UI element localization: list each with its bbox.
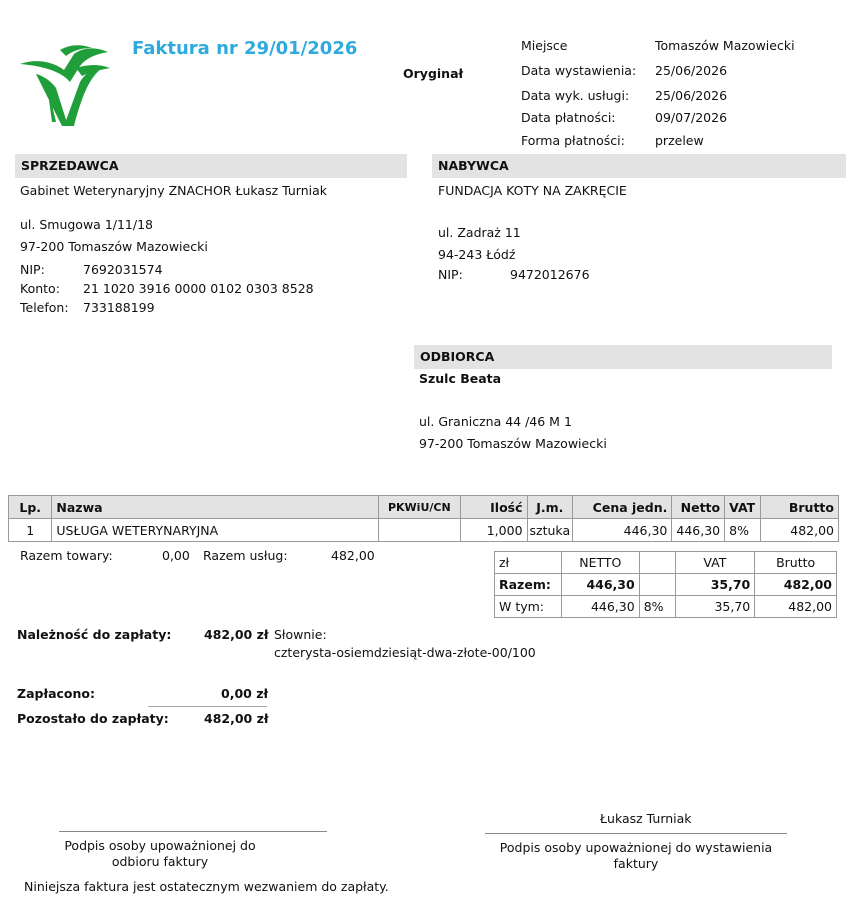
vat-summary-table (494, 551, 837, 618)
recipient-city: 97-200 Tomaszów Mazowiecki (419, 436, 607, 451)
buyer-nip-label: NIP: (438, 267, 463, 282)
summary-brutto-label: Brutto (755, 552, 837, 574)
row-gross: 482,00 (761, 519, 839, 542)
seller-nip: 7692031574 (83, 262, 163, 277)
amount-due-value: 482,00 zł (204, 627, 269, 642)
summary-incl-rate: 8% (639, 596, 675, 618)
meta-label-payment-date: Data płatności: (521, 110, 616, 125)
summary-netto-label: NETTO (561, 552, 639, 574)
row-qty: 1,000 (460, 519, 527, 542)
meta-value-payment-date: 09/07/2026 (655, 110, 728, 125)
services-total-value: 482,00 (331, 548, 375, 563)
meta-value-place: Tomaszów Mazowiecki (655, 38, 795, 53)
col-gross: Brutto (761, 496, 839, 519)
summary-header-row (495, 552, 837, 574)
summary-total-label: Razem: (495, 574, 562, 596)
buyer-street: ul. Zadraż 11 (438, 225, 521, 240)
meta-value-issue-date: 25/06/2026 (655, 63, 728, 78)
summary-total-net: 446,30 (561, 574, 639, 596)
seller-name: Gabinet Weterynaryjny ZNACHOR Łukasz Turniak (20, 183, 327, 198)
row-vat: 8% (725, 519, 761, 542)
recipient-street: ul. Graniczna 44 /46 M 1 (419, 414, 572, 429)
summary-incl-vat: 35,70 (675, 596, 755, 618)
col-pkwiu: PKWiU/CN (379, 496, 461, 519)
summary-incl-gross: 482,00 (755, 596, 837, 618)
summary-vat-label: VAT (675, 552, 755, 574)
issuer-name: Łukasz Turniak (600, 811, 692, 826)
summary-total-row (495, 574, 837, 596)
amount-due-label: Należność do zapłaty: (17, 627, 172, 642)
row-lp: 1 (9, 519, 52, 542)
row-name: USŁUGA WETERYNARYJNA (52, 519, 379, 542)
summary-incl-net: 446,30 (561, 596, 639, 618)
col-vat: VAT (725, 496, 761, 519)
issuer-signature-line (485, 833, 787, 834)
col-net: Netto (672, 496, 725, 519)
amount-words-value: czterysta-osiemdziesiąt-dwa-złote-00/100 (274, 645, 536, 660)
row-net: 446,30 (672, 519, 725, 542)
summary-empty-cell (639, 574, 675, 596)
recipient-name: Szulc Beata (419, 371, 502, 386)
buyer-name: FUNDACJA KOTY NA ZAKRĘCIE (438, 183, 627, 198)
meta-label-issue-date: Data wystawienia: (521, 63, 637, 78)
row-pkwiu (379, 519, 461, 542)
amount-words-label: Słownie: (274, 627, 327, 642)
summary-incl-label: W tym: (495, 596, 562, 618)
items-table (8, 495, 839, 542)
meta-label-payment-method: Forma płatności: (521, 133, 625, 148)
col-lp: Lp. (9, 496, 52, 519)
meta-value-payment-method: przelew (655, 133, 704, 148)
receiver-signature-caption: Podpis osoby upoważnionej do odbioru faktury (64, 838, 256, 869)
summary-currency: zł (495, 552, 562, 574)
buyer-heading: NABYWCA (432, 154, 846, 178)
issuer-signature-caption: Podpis osoby upoważnionej do wystawienia faktury (499, 840, 773, 871)
summary-incl-row (495, 596, 837, 618)
summary-total-gross: 482,00 (755, 574, 837, 596)
goods-total-value: 0,00 (162, 548, 190, 563)
services-total-label: Razem usług: (203, 548, 288, 563)
table-row (9, 519, 839, 542)
paid-divider (148, 706, 267, 707)
buyer-city: 94-243 Łódź (438, 247, 516, 262)
goods-total-label: Razem towary: (20, 548, 113, 563)
seller-account-label: Konto: (20, 281, 60, 296)
remaining-value: 482,00 zł (204, 711, 269, 726)
recipient-heading: ODBIORCA (414, 345, 832, 369)
row-unit: sztuka (527, 519, 573, 542)
original-label: Oryginał (403, 66, 464, 81)
vet-clinic-logo-icon (16, 42, 112, 130)
seller-city: 97-200 Tomaszów Mazowiecki (20, 239, 208, 254)
seller-heading: SPRZEDAWCA (15, 154, 407, 178)
paid-value: 0,00 zł (221, 686, 269, 701)
paid-label: Zapłacono: (17, 686, 96, 701)
meta-value-service-date: 25/06/2026 (655, 88, 728, 103)
buyer-nip: 9472012676 (510, 267, 590, 282)
summary-total-vat: 35,70 (675, 574, 755, 596)
footer-note: Niniejsza faktura jest ostatecznym wezwaniem do zapłaty. (24, 879, 389, 894)
meta-label-place: Miejsce (521, 38, 568, 53)
receiver-signature-line (59, 831, 327, 832)
col-name: Nazwa (52, 496, 379, 519)
seller-nip-label: NIP: (20, 262, 45, 277)
items-header-row (9, 496, 839, 519)
col-qty: Ilość (460, 496, 527, 519)
seller-phone: 733188199 (83, 300, 155, 315)
seller-phone-label: Telefon: (20, 300, 69, 315)
col-price: Cena jedn. (573, 496, 672, 519)
remaining-label: Pozostało do zapłaty: (17, 711, 169, 726)
meta-label-service-date: Data wyk. usługi: (521, 88, 630, 103)
seller-street: ul. Smugowa 1/11/18 (20, 217, 154, 232)
summary-empty-cell (639, 552, 675, 574)
row-price: 446,30 (573, 519, 672, 542)
col-unit: J.m. (527, 496, 573, 519)
seller-account: 21 1020 3916 0000 0102 0303 8528 (83, 281, 314, 296)
invoice-title: Faktura nr 29/01/2026 (132, 38, 358, 59)
